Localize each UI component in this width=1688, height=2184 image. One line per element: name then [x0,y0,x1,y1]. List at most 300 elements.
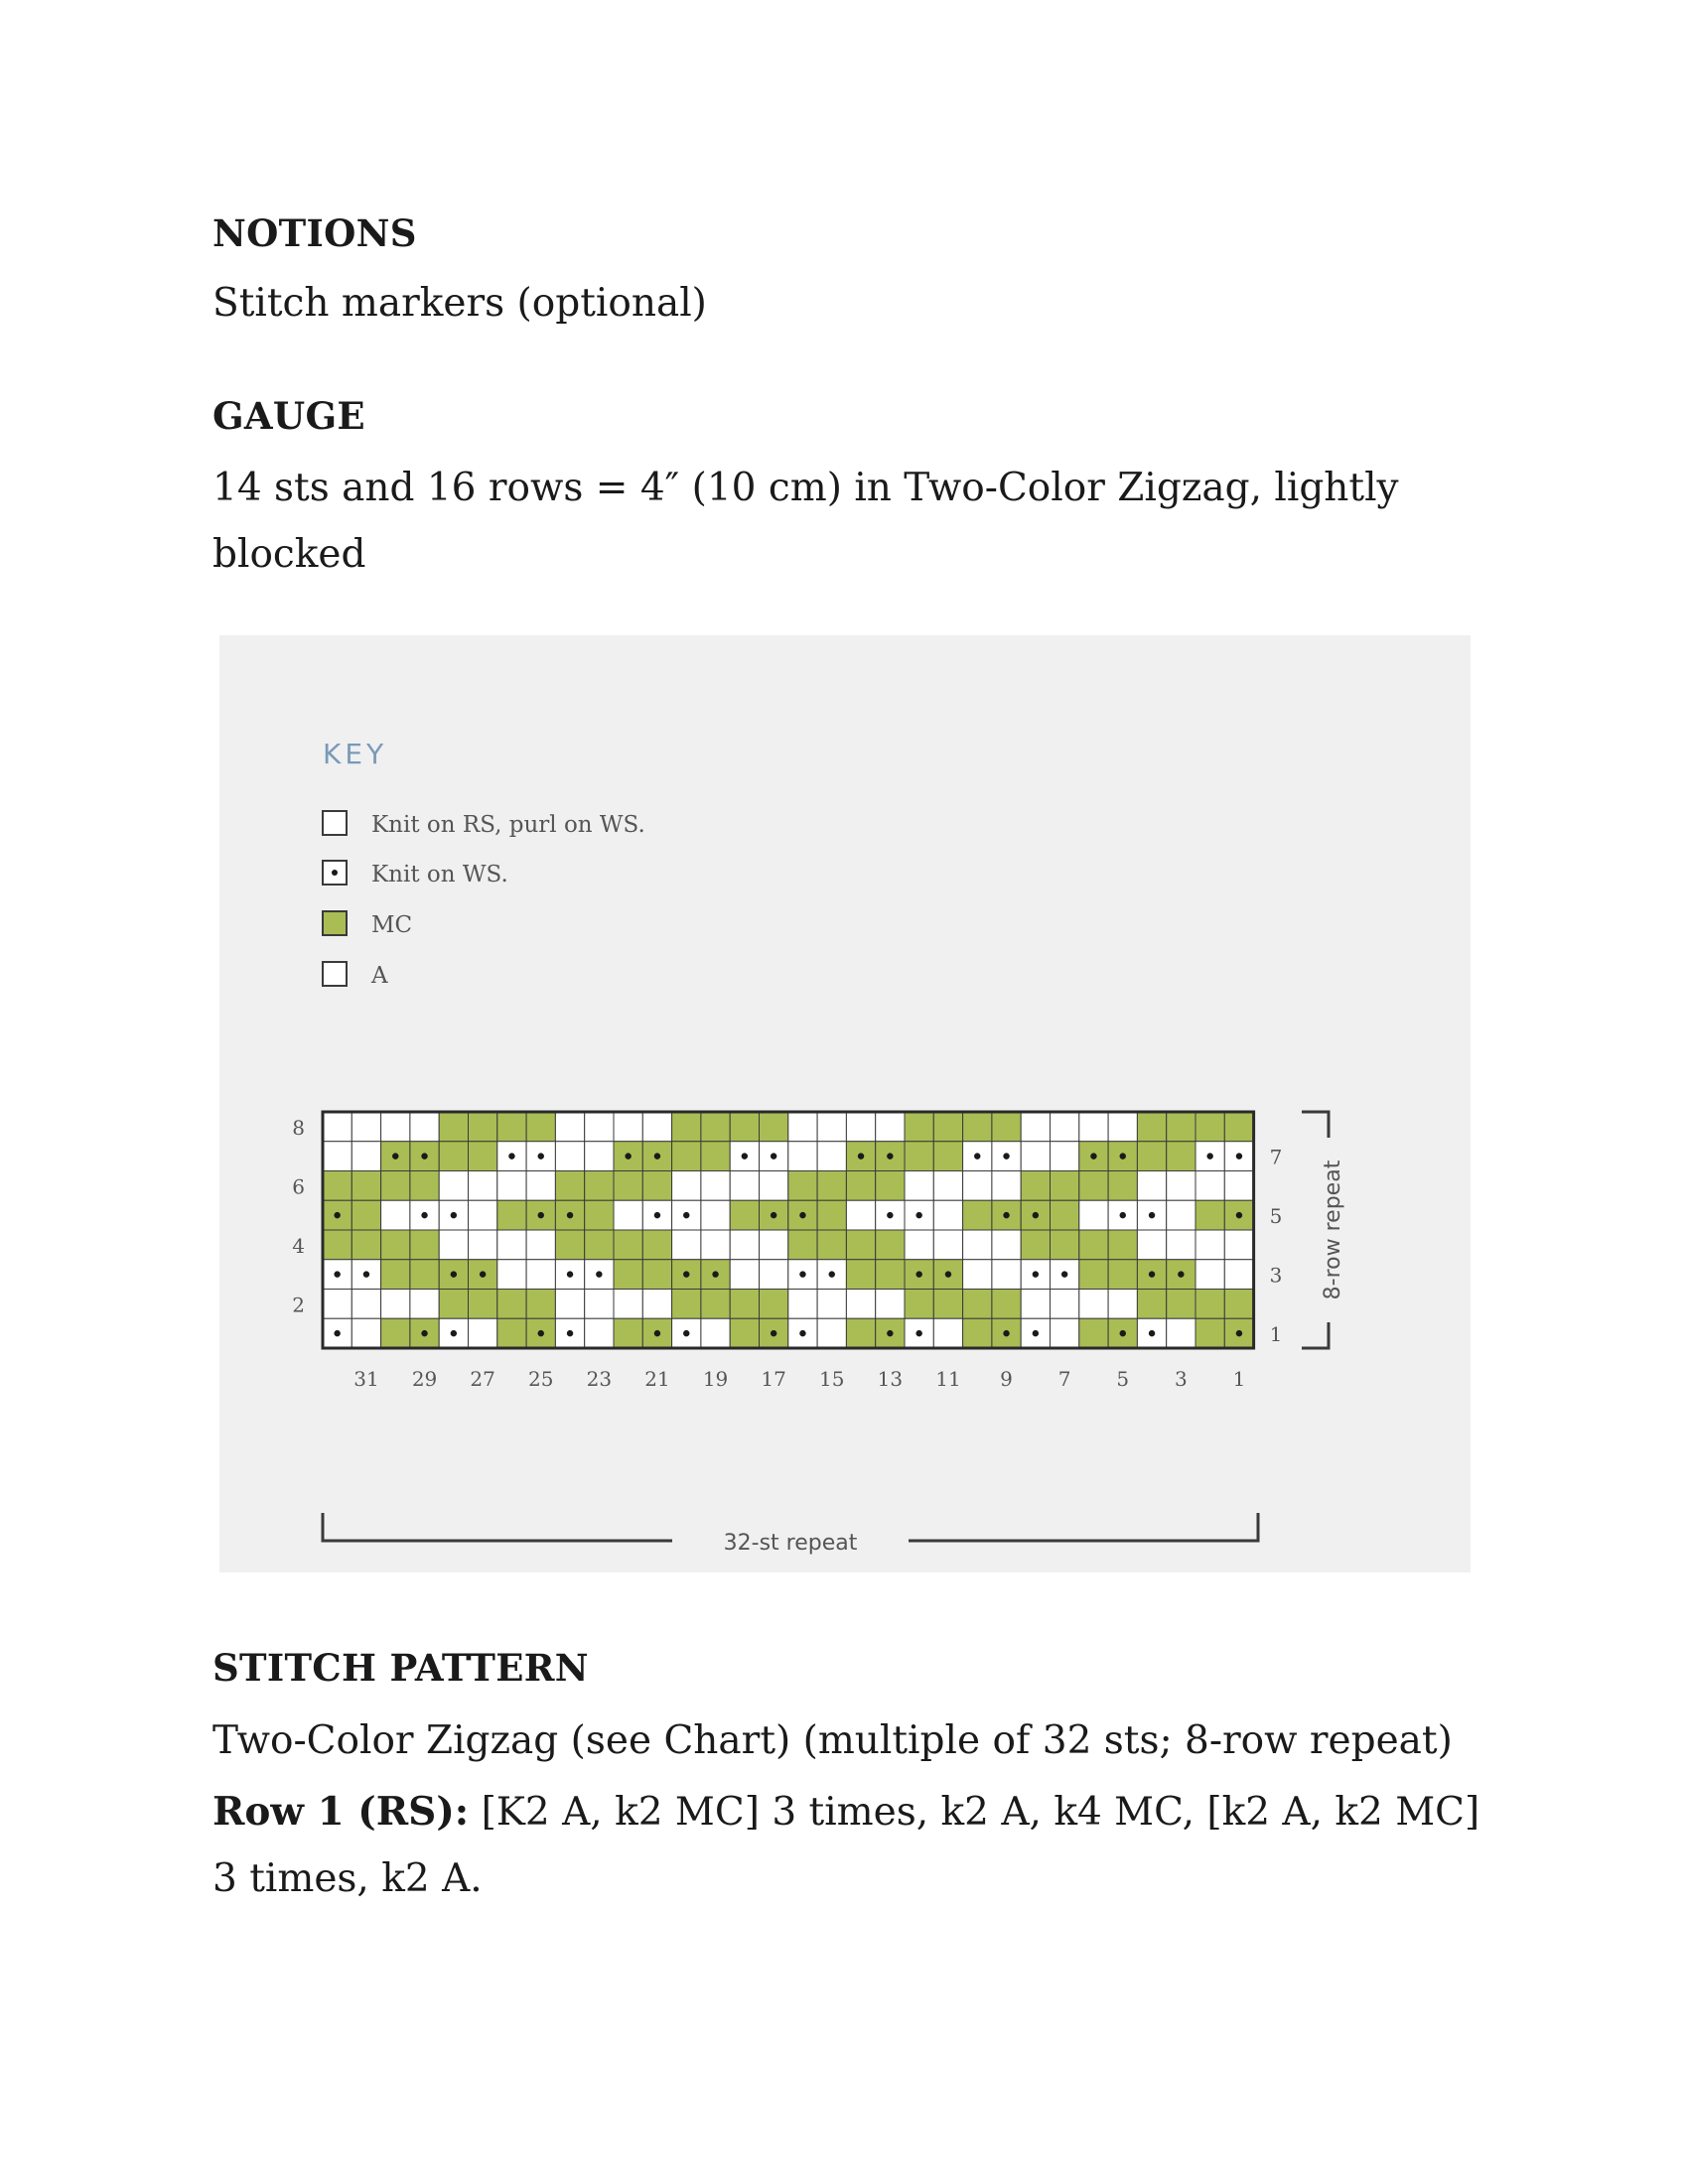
stitch-label: 9 [1000,1367,1013,1391]
stitch-repeat-label: 32-st repeat [723,1531,858,1556]
chart-cell-r2-s20 [672,1290,701,1319]
chart-cell-r4-s11 [933,1230,962,1260]
row-label-left: 4 [292,1233,305,1258]
chart-cell-r6-s7 [1051,1171,1079,1201]
chart-cell-r4-s3 [1167,1230,1196,1260]
stitch-label: 21 [644,1367,670,1391]
chart-cell-r5-s22 [614,1200,642,1230]
chart-cell-r4-s31 [352,1230,380,1260]
row-1-instruction [212,1779,1493,1912]
chart-cell-r4-s14 [846,1230,875,1260]
chart-cell-r7-s28 [439,1142,468,1171]
chart-cell-r2-s19 [701,1290,730,1319]
row-1-text: [K2 A, k2 MC] 3 times, k2 A, k4 MC, [k2 A, k2 MC] 3 times, k2 A. [212,1790,1480,1901]
dot-icon [332,870,338,876]
knit-ws-dot [683,1271,689,1277]
knit-ws-dot [1149,1212,1155,1218]
chart-cell-r8-s18 [730,1112,759,1142]
chart-cell-r1-s6 [1079,1318,1108,1348]
knit-ws-dot [625,1153,631,1159]
chart-cell-r8-s17 [760,1112,788,1142]
row-label-left: 8 [292,1115,305,1140]
chart-cell-r2-s27 [469,1290,497,1319]
chart-cell-r4-s17 [760,1230,788,1260]
chart-cell-r5-s27 [469,1200,497,1230]
chart-cell-r7-s11 [933,1142,962,1171]
knit-ws-dot [771,1330,776,1336]
chart-cell-r6-s32 [323,1171,352,1201]
chart-cell-r8-s12 [905,1112,933,1142]
knit-ws-dot [334,1212,340,1218]
chart-cell-r2-s7 [1051,1290,1079,1319]
knit-ws-dot [654,1153,660,1159]
chart-cell-r3-s25 [526,1260,555,1290]
chart-cell-r1-s31 [352,1318,380,1348]
chart-cell-r8-s4 [1137,1112,1166,1142]
stitch-label: 13 [877,1367,904,1391]
row-label-left: 2 [292,1293,305,1317]
knit-ws-dot [1149,1330,1155,1336]
chart-cell-r6-s14 [846,1171,875,1201]
chart-cell-r5-s14 [846,1200,875,1230]
knit-ws-dot [974,1153,980,1159]
chart-cell-r7-s23 [585,1142,614,1171]
row-label-right: 1 [1269,1322,1283,1347]
chart-cell-r4-s27 [469,1230,497,1260]
knit-ws-dot [1206,1153,1212,1159]
chart-cell-r6-s29 [410,1171,439,1201]
row-1-label: Row 1 (RS): [212,1789,470,1835]
chart-cell-r1-s11 [933,1318,962,1348]
chart-cell-r8-s16 [788,1112,817,1142]
chart-cell-r7-s19 [701,1142,730,1171]
chart-cell-r2-s9 [992,1290,1021,1319]
chart-cell-r3-s18 [730,1260,759,1290]
chart-cell-r6-s11 [933,1171,962,1201]
chart-cell-r7-s32 [323,1142,352,1171]
chart-cell-r6-s27 [469,1171,497,1201]
knit-ws-dot [1033,1330,1039,1336]
knit-ws-dot [915,1271,921,1277]
chart-cell-r4-s7 [1051,1230,1079,1260]
chart-cell-r2-s32 [323,1290,352,1319]
chart-cell-r8-s10 [963,1112,992,1142]
knit-ws-dot [683,1330,689,1336]
chart-cell-r5-s11 [933,1200,962,1230]
chart-cell-r7-s27 [469,1142,497,1171]
chart-cell-r4-s19 [701,1230,730,1260]
chart-cell-r7-s24 [555,1142,584,1171]
chart-cell-r4-s21 [642,1230,671,1260]
knit-ws-dot [1003,1153,1009,1159]
chart-cell-r8-s23 [585,1112,614,1142]
chart-cell-r6-s13 [876,1171,905,1201]
chart-cell-r1-s26 [497,1318,526,1348]
row-label-right: 5 [1269,1204,1283,1229]
chart-cell-r7-s16 [788,1142,817,1171]
knitting-chart [219,635,1471,1572]
chart-cell-r8-s13 [876,1112,905,1142]
key-label-knit-ws: Knit on WS. [371,862,508,887]
chart-cell-r8-s26 [497,1112,526,1142]
chart-cell-r5-s3 [1167,1200,1196,1230]
chart-cell-r2-s15 [817,1290,846,1319]
chart-cell-r6-s22 [614,1171,642,1201]
knit-ws-dot [363,1271,369,1277]
chart-cell-r4-s8 [1021,1230,1050,1260]
mc-square-icon [323,911,347,935]
chart-cell-r5-s18 [730,1200,759,1230]
chart-cell-r2-s2 [1196,1290,1224,1319]
knit-ws-dot [567,1330,573,1336]
chart-cell-r2-s11 [933,1290,962,1319]
chart-cell-r6-s17 [760,1171,788,1201]
chart-cell-r5-s30 [381,1200,410,1230]
knit-ws-dot [1033,1212,1039,1218]
chart-cell-r3-s21 [642,1260,671,1290]
chart-cell-r3-s29 [410,1260,439,1290]
knit-ws-dot [829,1271,835,1277]
empty-square-icon [323,811,347,835]
chart-cell-r8-s20 [672,1112,701,1142]
chart-cell-r6-s2 [1196,1171,1224,1201]
knit-ws-dot [654,1212,660,1218]
chart-cell-r4-s24 [555,1230,584,1260]
chart-cell-r2-s5 [1108,1290,1137,1319]
chart-cell-r6-s21 [642,1171,671,1201]
knit-ws-dot [1003,1212,1009,1218]
knit-ws-dot [1236,1212,1242,1218]
chart-cell-r4-s1 [1224,1230,1253,1260]
chart-cell-r3-s9 [992,1260,1021,1290]
stitch-label: 5 [1116,1367,1130,1391]
row-repeat-label: 8-row repeat [1321,1160,1345,1300]
chart-cell-r7-s8 [1021,1142,1050,1171]
key-title: KEY [323,738,388,770]
chart-cell-r4-s32 [323,1230,352,1260]
knit-ws-dot [334,1271,340,1277]
chart-cell-r2-s30 [381,1290,410,1319]
knit-ws-dot [1236,1330,1242,1336]
chart-cell-r4-s16 [788,1230,817,1260]
chart-cell-r4-s22 [614,1230,642,1260]
chart-cell-r2-s3 [1167,1290,1196,1319]
knit-ws-dot [887,1153,893,1159]
chart-cell-r6-s1 [1224,1171,1253,1201]
row-label-left: 6 [292,1174,305,1199]
knit-ws-dot [915,1330,921,1336]
chart-cell-r6-s6 [1079,1171,1108,1201]
chart-cell-r5-s23 [585,1200,614,1230]
chart-cell-r3-s13 [876,1260,905,1290]
chart-cell-r7-s3 [1167,1142,1196,1171]
chart-cell-r5-s10 [963,1200,992,1230]
knit-ws-dot [567,1271,573,1277]
chart-cell-r7-s7 [1051,1142,1079,1171]
chart-cell-r8-s15 [817,1112,846,1142]
chart-cell-r8-s11 [933,1112,962,1142]
chart-cell-r6-s10 [963,1171,992,1201]
chart-cell-r6-s19 [701,1171,730,1201]
chart-cell-r2-s26 [497,1290,526,1319]
knit-ws-dot [508,1153,514,1159]
chart-cell-r6-s4 [1137,1171,1166,1201]
knit-ws-dot [1120,1153,1126,1159]
knit-ws-dot [799,1212,805,1218]
chart-cell-r4-s4 [1137,1230,1166,1260]
key-label-knit: Knit on RS, purl on WS. [371,812,645,838]
stitch-label: 23 [586,1367,613,1391]
knit-ws-dot [1149,1271,1155,1277]
knit-ws-dot [421,1153,427,1159]
chart-cell-r6-s18 [730,1171,759,1201]
chart-cell-r1-s7 [1051,1318,1079,1348]
chart-cell-r7-s15 [817,1142,846,1171]
chart-cell-r3-s5 [1108,1260,1137,1290]
chart-cell-r6-s15 [817,1171,846,1201]
knit-ws-dot [421,1330,427,1336]
chart-figure [219,635,1471,1572]
knit-ws-dot [538,1330,544,1336]
chart-cell-r2-s24 [555,1290,584,1319]
stitch-label: 17 [761,1367,786,1391]
knit-ws-dot [1236,1153,1242,1159]
stitch-repeat-bracket [323,1513,1258,1556]
knit-ws-dot [683,1212,689,1218]
chart-cell-r8-s19 [701,1112,730,1142]
chart-cell-r5-s31 [352,1200,380,1230]
chart-cell-r2-s17 [760,1290,788,1319]
chart-cell-r8-s21 [642,1112,671,1142]
knit-ws-dot [451,1271,457,1277]
notions-text: Stitch markers (optional) [212,281,707,326]
chart-cell-r3-s30 [381,1260,410,1290]
chart-cell-r8-s24 [555,1112,584,1142]
chart-cell-r6-s31 [352,1171,380,1201]
knit-ws-dot [392,1153,398,1159]
knit-ws-dot [742,1153,748,1159]
chart-cell-r2-s6 [1079,1290,1108,1319]
chart-cell-r1-s18 [730,1318,759,1348]
stitch-label: 1 [1232,1367,1246,1391]
chart-cell-r6-s25 [526,1171,555,1201]
chart-cell-r2-s22 [614,1290,642,1319]
key-item-knit-ws [323,861,508,887]
chart-cell-r5-s2 [1196,1200,1224,1230]
chart-cell-r3-s6 [1079,1260,1108,1290]
knit-ws-dot [1090,1153,1096,1159]
knit-ws-dot [799,1271,805,1277]
knit-ws-dot [887,1330,893,1336]
chart-cell-r7-s31 [352,1142,380,1171]
chart-cell-r3-s2 [1196,1260,1224,1290]
stitch-label: 7 [1057,1367,1071,1391]
chart-cell-r2-s10 [963,1290,992,1319]
chart-cell-r2-s8 [1021,1290,1050,1319]
knit-ws-dot [596,1271,602,1277]
chart-cell-r8-s22 [614,1112,642,1142]
chart-cell-r4-s9 [992,1230,1021,1260]
chart-cell-r2-s16 [788,1290,817,1319]
knit-ws-dot [451,1212,457,1218]
chart-cell-r5-s6 [1079,1200,1108,1230]
chart-cell-r2-s25 [526,1290,555,1319]
chart-cell-r2-s1 [1224,1290,1253,1319]
stitch-label: 11 [935,1367,961,1391]
chart-cell-r6-s3 [1167,1171,1196,1201]
chart-cell-r1-s30 [381,1318,410,1348]
chart-cell-r4-s6 [1079,1230,1108,1260]
chart-cell-r7-s20 [672,1142,701,1171]
knit-ws-dot [712,1271,718,1277]
chart-cell-r5-s26 [497,1200,526,1230]
stitch-label: 19 [702,1367,729,1391]
row-label-right: 7 [1269,1145,1283,1169]
chart-cell-r7-s12 [905,1142,933,1171]
chart-cell-r8-s27 [469,1112,497,1142]
knit-ws-dot [538,1153,544,1159]
knit-ws-dot [480,1271,486,1277]
chart-cell-r2-s14 [846,1290,875,1319]
row-label-right: 3 [1269,1263,1283,1288]
stitch-label: 15 [819,1367,845,1391]
knit-ws-dot [567,1212,573,1218]
chart-cell-r4-s5 [1108,1230,1137,1260]
chart-cell-r4-s12 [905,1230,933,1260]
chart-cell-r1-s27 [469,1318,497,1348]
chart-cell-r8-s1 [1224,1112,1253,1142]
chart-cell-r5-s19 [701,1200,730,1230]
chart-cell-r3-s14 [846,1260,875,1290]
chart-cell-r8-s28 [439,1112,468,1142]
chart-cell-r8-s31 [352,1112,380,1142]
chart-cell-r6-s5 [1108,1171,1137,1201]
chart-cell-r1-s22 [614,1318,642,1348]
notions-heading: NOTIONS [212,211,417,255]
chart-cell-r2-s18 [730,1290,759,1319]
knit-ws-dot [451,1330,457,1336]
stitch-label: 29 [411,1367,438,1391]
knit-ws-dot [1178,1271,1184,1277]
chart-cell-r8-s30 [381,1112,410,1142]
stitch-pattern-intro: Two-Color Zigzag (see Chart) (multiple of 32 sts; 8-row repeat) [212,1718,1453,1763]
chart-cell-r6-s20 [672,1171,701,1201]
chart-cell-r4-s28 [439,1230,468,1260]
chart-cell-r8-s5 [1108,1112,1137,1142]
knit-ws-dot [915,1212,921,1218]
chart-cell-r2-s4 [1137,1290,1166,1319]
knit-ws-dot [421,1212,427,1218]
chart-cell-r2-s28 [439,1290,468,1319]
knit-ws-dot [654,1330,660,1336]
chart-cell-r4-s29 [410,1230,439,1260]
stitch-pattern-heading: STITCH PATTERN [212,1646,589,1690]
chart-cell-r8-s14 [846,1112,875,1142]
stitch-label: 3 [1174,1367,1188,1391]
chart-cell-r4-s20 [672,1230,701,1260]
chart-cell-r4-s30 [381,1230,410,1260]
chart-cell-r2-s23 [585,1290,614,1319]
chart-cell-r2-s13 [876,1290,905,1319]
knit-ws-dot [1061,1271,1067,1277]
chart-cell-r4-s13 [876,1230,905,1260]
knit-ws-dot [1120,1212,1126,1218]
key-item-a [323,962,388,989]
chart-cell-r2-s31 [352,1290,380,1319]
chart-cell-r8-s32 [323,1112,352,1142]
chart-cell-r1-s10 [963,1318,992,1348]
chart-cell-r3-s22 [614,1260,642,1290]
knit-ws-dot [334,1330,340,1336]
knit-ws-dot [538,1212,544,1218]
chart-cell-r1-s19 [701,1318,730,1348]
key-label-mc: MC [371,912,413,938]
chart-cell-r3-s10 [963,1260,992,1290]
chart-cell-r8-s6 [1079,1112,1108,1142]
chart-cell-r6-s23 [585,1171,614,1201]
knit-ws-dot [799,1330,805,1336]
chart-cell-r2-s12 [905,1290,933,1319]
chart-cell-r1-s15 [817,1318,846,1348]
chart-cell-r1-s14 [846,1318,875,1348]
knit-ws-dot [1003,1330,1009,1336]
chart-cell-r7-s4 [1137,1142,1166,1171]
chart-cell-r1-s23 [585,1318,614,1348]
stitch-label: 25 [528,1367,554,1391]
gauge-heading: GAUGE [212,394,365,438]
chart-cell-r8-s7 [1051,1112,1079,1142]
chart-cell-r2-s21 [642,1290,671,1319]
knit-ws-dot [1120,1330,1126,1336]
chart-cell-r6-s9 [992,1171,1021,1201]
chart-cell-r8-s3 [1167,1112,1196,1142]
chart-cell-r6-s28 [439,1171,468,1201]
knit-ws-dot [945,1271,951,1277]
chart-cell-r4-s25 [526,1230,555,1260]
chart-cell-r6-s24 [555,1171,584,1201]
stitch-label: 31 [353,1367,379,1391]
chart-cell-r8-s9 [992,1112,1021,1142]
chart-cell-r4-s15 [817,1230,846,1260]
knit-ws-dot [858,1153,864,1159]
chart-cell-r3-s17 [760,1260,788,1290]
key-item-mc [323,911,412,938]
knit-ws-dot [771,1153,776,1159]
row-repeat-bracket [1302,1112,1345,1348]
chart-cell-r6-s26 [497,1171,526,1201]
chart-cell-r5-s7 [1051,1200,1079,1230]
chart-cell-r4-s23 [585,1230,614,1260]
chart-cell-r5-s15 [817,1200,846,1230]
gauge-text: 14 sts and 16 rows = 4″ (10 cm) in Two-Color Zigzag, lightly blocked [212,466,1399,577]
chart-cell-r4-s10 [963,1230,992,1260]
a-square-icon [323,962,347,986]
chart-cell-r4-s26 [497,1230,526,1260]
chart-grid [323,1112,1254,1348]
key-item-knit [323,811,645,838]
knit-ws-dot [1033,1271,1039,1277]
chart-cell-r3-s1 [1224,1260,1253,1290]
chart-cell-r6-s12 [905,1171,933,1201]
knit-ws-dot [887,1212,893,1218]
chart-cell-r8-s25 [526,1112,555,1142]
chart-cell-r4-s18 [730,1230,759,1260]
chart-cell-r6-s8 [1021,1171,1050,1201]
chart-cell-r6-s16 [788,1171,817,1201]
chart-cell-r8-s8 [1021,1112,1050,1142]
chart-cell-r1-s2 [1196,1318,1224,1348]
chart-cell-r6-s30 [381,1171,410,1201]
